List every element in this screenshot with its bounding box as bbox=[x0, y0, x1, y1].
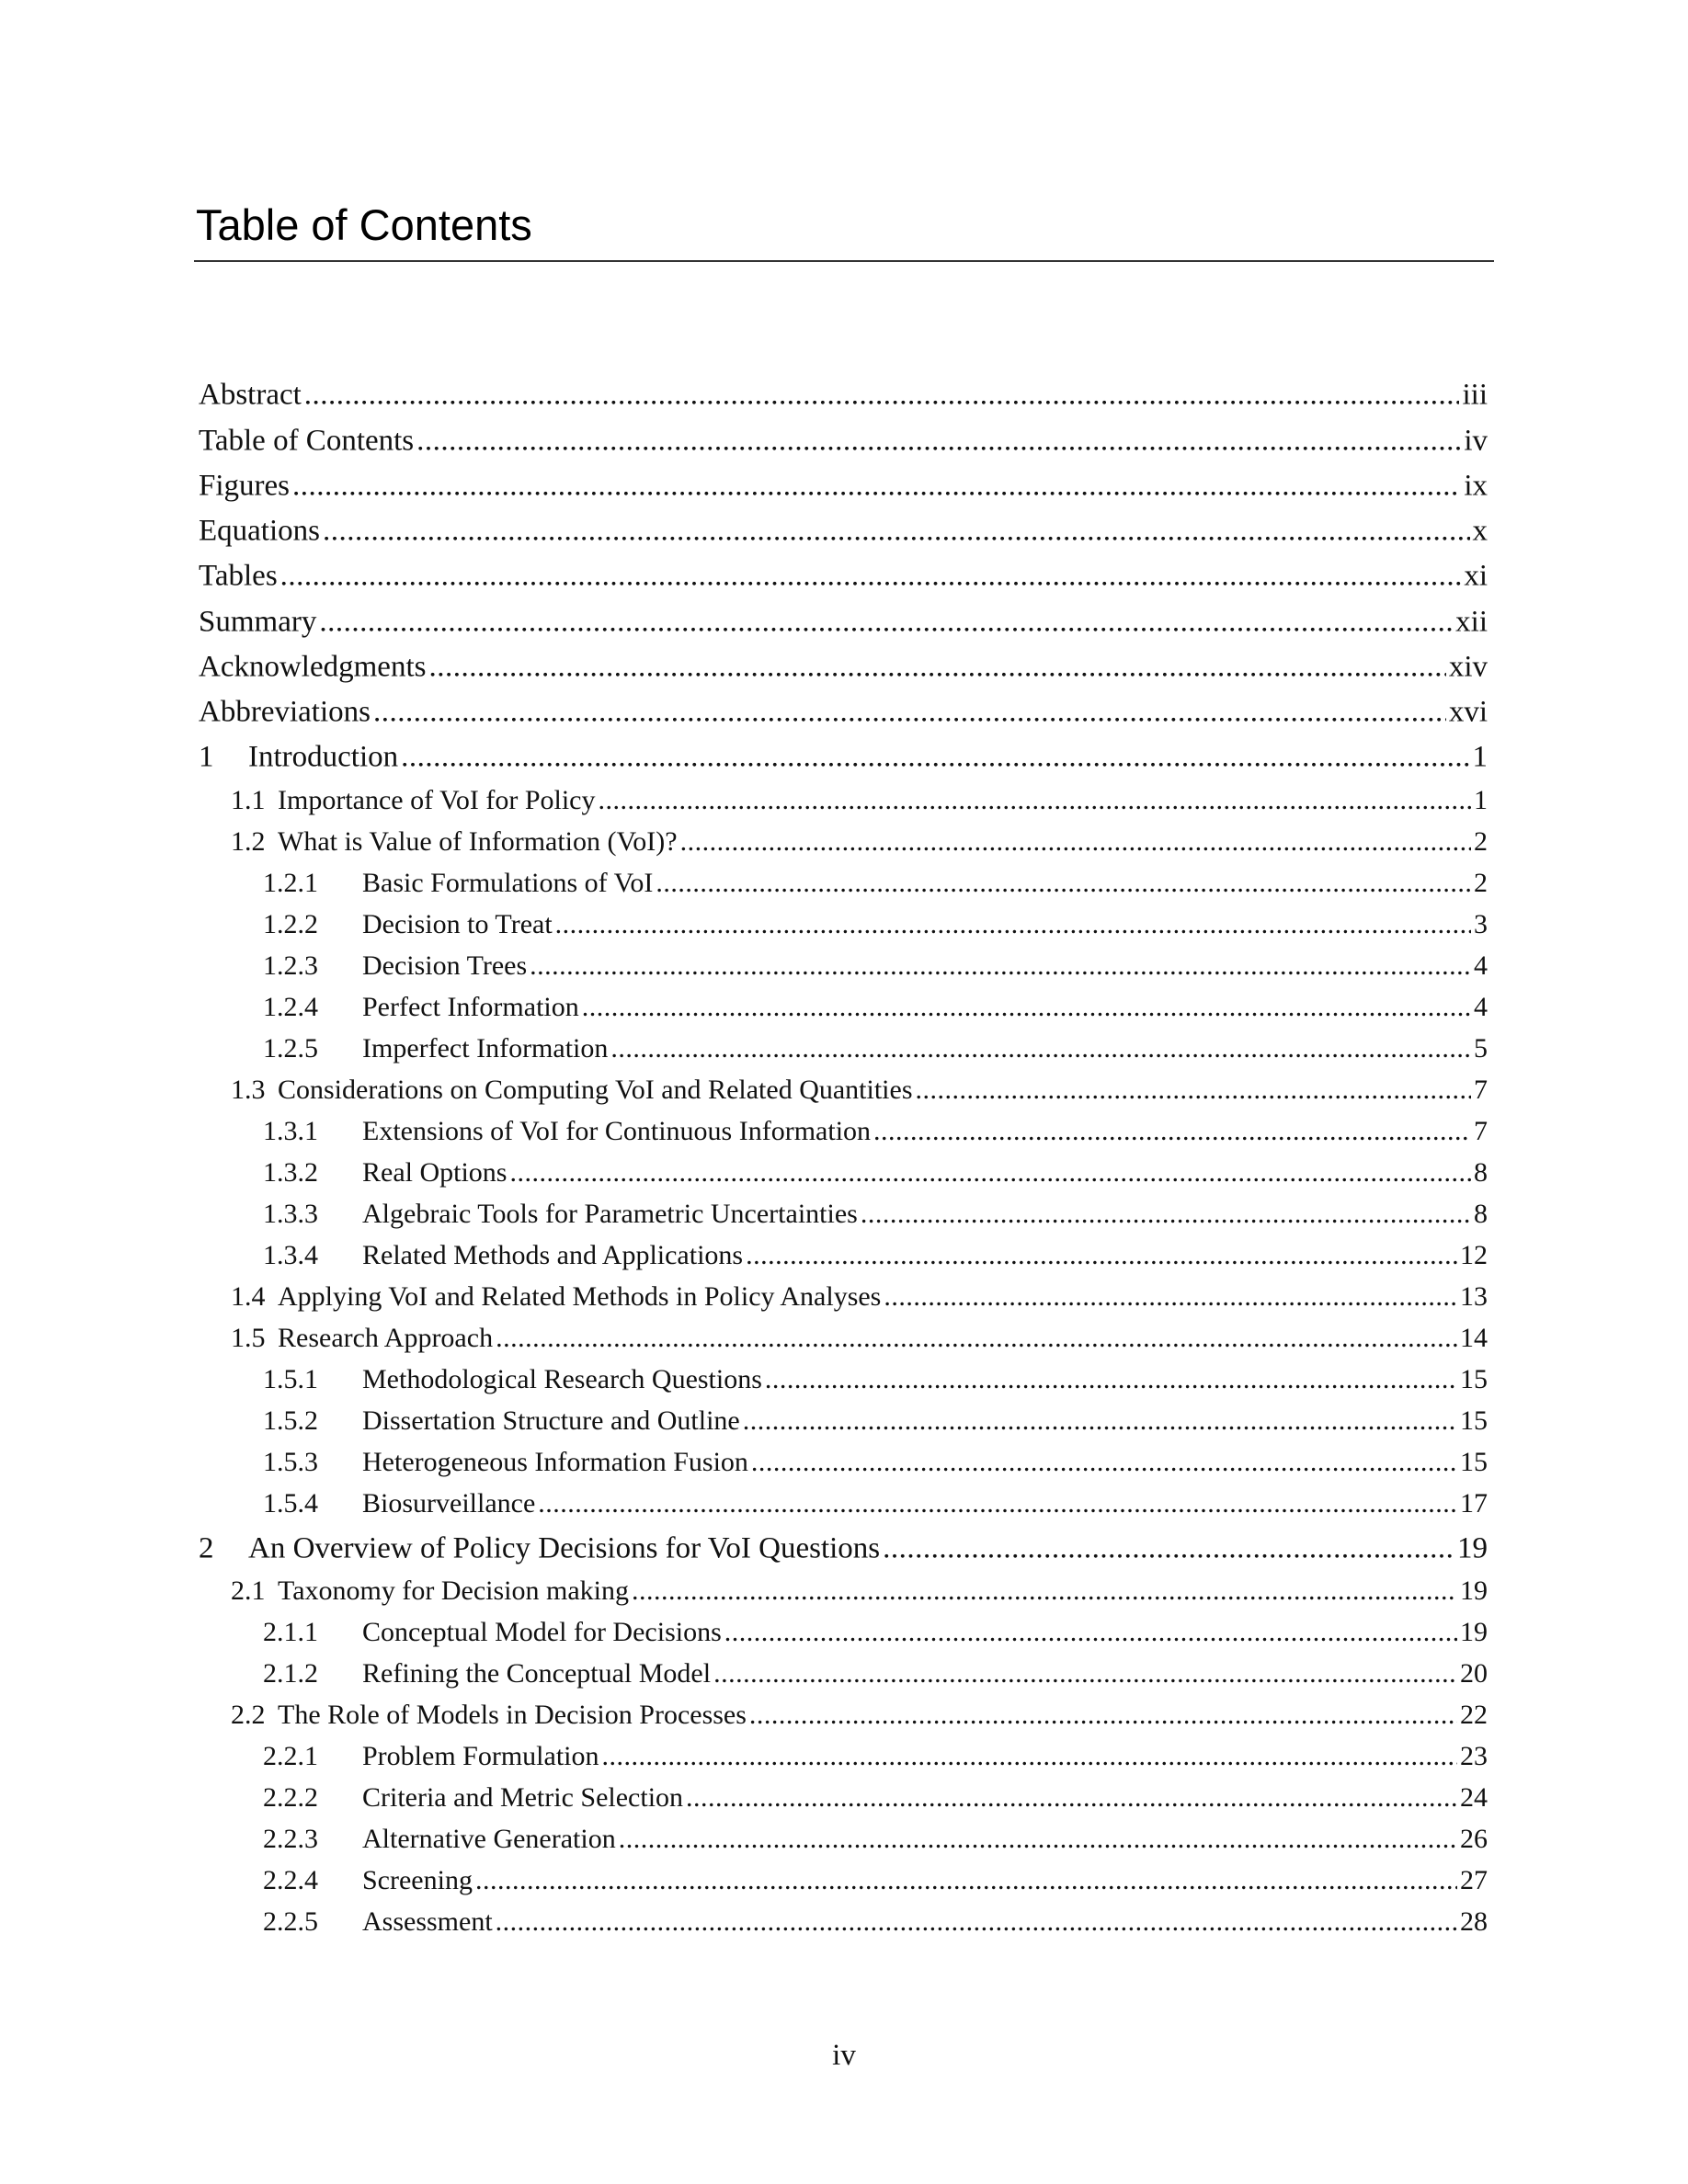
toc-entry-number: 2.2.2 bbox=[263, 1782, 318, 1813]
toc-entry-number: 1.2.4 bbox=[263, 992, 318, 1022]
toc-entry-page: 19 bbox=[1457, 1531, 1488, 1565]
toc-entry-title: Refining the Conceptual Model bbox=[362, 1658, 712, 1689]
toc-entry-page: 15 bbox=[1460, 1447, 1488, 1477]
toc-entry-page: 14 bbox=[1460, 1323, 1488, 1353]
toc-entry-number: 1.5.3 bbox=[263, 1447, 318, 1477]
toc-entry-page: 20 bbox=[1460, 1658, 1488, 1689]
toc-entry-title: Extensions of VoI for Continuous Information bbox=[362, 1116, 872, 1146]
toc-entry[interactable] bbox=[199, 950, 1488, 982]
dot-leader bbox=[861, 1199, 1471, 1230]
toc-entry[interactable] bbox=[199, 1865, 1488, 1896]
toc-entry-title: Tables bbox=[199, 559, 278, 593]
toc-entry-title: Decision to Treat bbox=[362, 909, 553, 939]
toc-entry[interactable] bbox=[199, 470, 1488, 504]
dot-leader bbox=[751, 1447, 1457, 1478]
dot-leader bbox=[416, 425, 1461, 459]
toc-entry[interactable] bbox=[199, 379, 1488, 413]
toc-entry-title: Applying VoI and Related Methods in Policy Analyses bbox=[278, 1281, 882, 1312]
toc-entry-number: 2.1.1 bbox=[263, 1617, 318, 1647]
dot-leader bbox=[680, 826, 1471, 858]
toc-entry-page: xii bbox=[1455, 605, 1488, 639]
title-underline bbox=[194, 260, 1494, 262]
toc-entry[interactable] bbox=[199, 1575, 1488, 1607]
toc-entry-title: An Overview of Policy Decisions for VoI Questions bbox=[248, 1531, 881, 1565]
toc-entry-page: 4 bbox=[1474, 992, 1488, 1022]
toc-entry-number: 1 bbox=[199, 740, 214, 774]
toc-entry-title: Acknowledgments bbox=[199, 650, 427, 684]
toc-entry-title: Algebraic Tools for Parametric Uncertainties bbox=[362, 1199, 858, 1229]
toc-entry-number: 1.3.3 bbox=[263, 1199, 318, 1229]
toc-entry-page: iii bbox=[1462, 378, 1488, 412]
toc-entry-number: 1.3 bbox=[231, 1075, 266, 1105]
toc-entry-page: 15 bbox=[1460, 1364, 1488, 1394]
page-title: Table of Contents bbox=[196, 200, 532, 249]
dot-leader bbox=[319, 606, 1453, 640]
toc-entry-number: 1.5 bbox=[231, 1323, 266, 1353]
dot-leader bbox=[304, 379, 1460, 413]
toc-entry-title: Abstract bbox=[199, 378, 302, 412]
toc-entry-number: 1.2 bbox=[231, 826, 266, 857]
toc-entry-number: 1.4 bbox=[231, 1281, 266, 1312]
toc-entry-page: 26 bbox=[1460, 1824, 1488, 1854]
toc-entry-page: 8 bbox=[1474, 1157, 1488, 1188]
toc-entry-title: Biosurveillance bbox=[362, 1488, 536, 1519]
toc-entry-title: Perfect Information bbox=[362, 992, 579, 1022]
toc-entry[interactable] bbox=[199, 1824, 1488, 1855]
toc-entry[interactable] bbox=[199, 1700, 1488, 1731]
toc-entry[interactable] bbox=[199, 1617, 1488, 1648]
toc-entry-title: Abbreviations bbox=[199, 695, 371, 729]
toc-entry[interactable] bbox=[199, 1075, 1488, 1106]
toc-entry[interactable] bbox=[199, 1906, 1488, 1938]
toc-entry[interactable] bbox=[199, 1532, 1488, 1566]
toc-entry-page: 7 bbox=[1474, 1116, 1488, 1146]
toc-entry-title: Decision Trees bbox=[362, 950, 528, 981]
dot-leader bbox=[475, 1865, 1457, 1896]
toc-entry-title: Heterogeneous Information Fusion bbox=[362, 1447, 748, 1477]
toc-entry-title: Figures bbox=[199, 469, 290, 503]
dot-leader bbox=[883, 1532, 1454, 1566]
toc-entry[interactable] bbox=[199, 909, 1488, 940]
dot-leader bbox=[749, 1700, 1457, 1731]
toc-entry[interactable] bbox=[199, 560, 1488, 594]
dot-leader bbox=[401, 741, 1469, 775]
toc-entry[interactable] bbox=[199, 1782, 1488, 1814]
dot-leader bbox=[280, 560, 1462, 594]
toc-entry-number: 2 bbox=[199, 1531, 214, 1565]
toc-entry-title: Related Methods and Applications bbox=[362, 1240, 744, 1270]
toc-entry-number: 2.2.1 bbox=[263, 1741, 318, 1771]
toc-entry[interactable] bbox=[199, 1741, 1488, 1772]
toc-entry-title: The Role of Models in Decision Processes bbox=[278, 1700, 747, 1730]
toc-entry-number: 1.1 bbox=[231, 785, 266, 815]
dot-leader bbox=[323, 515, 1470, 549]
dot-leader bbox=[496, 1906, 1457, 1938]
toc-entry[interactable] bbox=[199, 1323, 1488, 1354]
dot-leader bbox=[598, 785, 1471, 816]
dot-leader bbox=[656, 868, 1471, 899]
toc-entry[interactable] bbox=[199, 1364, 1488, 1395]
dot-leader bbox=[602, 1741, 1458, 1772]
toc-entry-title: Criteria and Metric Selection bbox=[362, 1782, 684, 1813]
dot-leader bbox=[686, 1782, 1457, 1814]
toc-entry[interactable] bbox=[199, 1658, 1488, 1689]
toc-entry[interactable] bbox=[199, 651, 1488, 685]
toc-entry[interactable] bbox=[199, 696, 1488, 730]
toc-entry-page: 3 bbox=[1474, 909, 1488, 939]
toc-entry[interactable] bbox=[199, 606, 1488, 640]
toc-entry[interactable] bbox=[199, 1199, 1488, 1230]
toc-entry[interactable] bbox=[199, 515, 1488, 549]
toc-entry-page: xiv bbox=[1448, 650, 1488, 684]
toc-entry-page: 1 bbox=[1472, 740, 1488, 774]
toc-entry-page: 2 bbox=[1474, 868, 1488, 898]
toc-entry-title: Introduction bbox=[248, 740, 399, 774]
toc-entry-page: 4 bbox=[1474, 950, 1488, 981]
toc-entry[interactable] bbox=[199, 741, 1488, 775]
dot-leader bbox=[292, 470, 1461, 504]
toc-entry[interactable] bbox=[199, 868, 1488, 899]
dot-leader bbox=[582, 992, 1471, 1023]
toc-entry-page: 19 bbox=[1460, 1575, 1488, 1606]
toc-entry[interactable] bbox=[199, 1447, 1488, 1478]
toc-entry-number: 2.1.2 bbox=[263, 1658, 318, 1689]
toc-entry-title: Real Options bbox=[362, 1157, 508, 1188]
toc-entry-page: 17 bbox=[1460, 1488, 1488, 1519]
dot-leader bbox=[746, 1240, 1457, 1271]
dot-leader bbox=[884, 1281, 1457, 1313]
dot-leader bbox=[510, 1157, 1472, 1189]
toc-entry-page: 24 bbox=[1460, 1782, 1488, 1813]
dot-leader bbox=[496, 1323, 1457, 1354]
toc-entry[interactable] bbox=[199, 1116, 1488, 1147]
dot-leader bbox=[916, 1075, 1472, 1106]
toc-entry[interactable] bbox=[199, 1488, 1488, 1519]
toc-entry-title: Conceptual Model for Decisions bbox=[362, 1617, 722, 1647]
dot-leader bbox=[610, 1033, 1471, 1064]
toc-entry-title: Taxonomy for Decision making bbox=[278, 1575, 629, 1606]
toc-entry-page: 1 bbox=[1474, 785, 1488, 815]
toc-entry-title: Screening bbox=[362, 1865, 473, 1895]
toc-entry-page: xi bbox=[1464, 559, 1488, 593]
toc-entry-page: 7 bbox=[1474, 1075, 1488, 1105]
toc-entry-number: 2.2.4 bbox=[263, 1865, 318, 1895]
toc-entry-page: xvi bbox=[1448, 695, 1488, 729]
toc-entry-page: 23 bbox=[1460, 1741, 1488, 1771]
toc-entry[interactable] bbox=[199, 1033, 1488, 1064]
dot-leader bbox=[538, 1488, 1457, 1519]
dot-leader bbox=[373, 696, 1446, 730]
toc-entry-number: 1.2.2 bbox=[263, 909, 318, 939]
toc-entry[interactable] bbox=[199, 1240, 1488, 1271]
dot-leader bbox=[743, 1405, 1457, 1437]
dot-leader bbox=[873, 1116, 1471, 1147]
toc-entry-page: 22 bbox=[1460, 1700, 1488, 1730]
dot-leader bbox=[632, 1575, 1457, 1607]
toc-entry[interactable] bbox=[199, 785, 1488, 816]
dot-leader bbox=[530, 950, 1471, 982]
toc-entry-title: Summary bbox=[199, 605, 317, 639]
toc-entry-title: Imperfect Information bbox=[362, 1033, 609, 1064]
toc-entry-number: 1.5.4 bbox=[263, 1488, 318, 1519]
dot-leader bbox=[555, 909, 1471, 940]
toc-entry[interactable] bbox=[199, 992, 1488, 1023]
toc-entry[interactable] bbox=[199, 1405, 1488, 1437]
toc-entry-title: Importance of VoI for Policy bbox=[278, 785, 596, 815]
toc-entry-page: 27 bbox=[1460, 1865, 1488, 1895]
toc-entry-title: Methodological Research Questions bbox=[362, 1364, 762, 1394]
toc-entry-number: 1.2.5 bbox=[263, 1033, 318, 1064]
toc-entry-title: Basic Formulations of VoI bbox=[362, 868, 654, 898]
dot-leader bbox=[428, 651, 1445, 685]
toc-entry-title: What is Value of Information (VoI)? bbox=[278, 826, 678, 857]
toc-entry[interactable] bbox=[199, 1281, 1488, 1313]
toc-entry-page: ix bbox=[1464, 469, 1488, 503]
toc-entry-number: 2.1 bbox=[231, 1575, 266, 1606]
toc-entry-title: Assessment bbox=[362, 1906, 493, 1937]
toc-entry-title: Dissertation Structure and Outline bbox=[362, 1405, 740, 1436]
toc-entry[interactable] bbox=[199, 1157, 1488, 1189]
toc-entry-page: 13 bbox=[1460, 1281, 1488, 1312]
toc-entry-page: 28 bbox=[1460, 1906, 1488, 1937]
toc-entry-title: Equations bbox=[199, 514, 320, 548]
toc-entry[interactable] bbox=[199, 425, 1488, 459]
dot-leader bbox=[765, 1364, 1457, 1395]
dot-leader bbox=[713, 1658, 1457, 1689]
toc-entry-number: 1.3.4 bbox=[263, 1240, 318, 1270]
toc-entry-title: Research Approach bbox=[278, 1323, 494, 1353]
toc-entry[interactable] bbox=[199, 826, 1488, 858]
toc-entry-title: Alternative Generation bbox=[362, 1824, 616, 1854]
dot-leader bbox=[619, 1824, 1457, 1855]
toc-entry-page: 15 bbox=[1460, 1405, 1488, 1436]
toc-entry-page: 8 bbox=[1474, 1199, 1488, 1229]
toc-entry-title: Problem Formulation bbox=[362, 1741, 599, 1771]
toc-entry-number: 2.2 bbox=[231, 1700, 266, 1730]
toc-entry-page: 19 bbox=[1460, 1617, 1488, 1647]
toc-entry-number: 1.3.1 bbox=[263, 1116, 318, 1146]
toc-entry-page: 12 bbox=[1460, 1240, 1488, 1270]
page-number: iv bbox=[832, 2039, 856, 2072]
dot-leader bbox=[724, 1617, 1457, 1648]
toc-entry-title: Table of Contents bbox=[199, 424, 415, 458]
toc-entry-title: Considerations on Computing VoI and Related Quantities bbox=[278, 1075, 913, 1105]
toc-entry-number: 1.5.2 bbox=[263, 1405, 318, 1436]
toc-entry-page: 2 bbox=[1474, 826, 1488, 857]
toc-entry-number: 1.2.1 bbox=[263, 868, 318, 898]
toc-entry-number: 1.5.1 bbox=[263, 1364, 318, 1394]
toc-entry-page: iv bbox=[1464, 424, 1488, 458]
toc-entry-page: 5 bbox=[1474, 1033, 1488, 1064]
toc-entry-page: x bbox=[1472, 514, 1488, 548]
toc-entry-number: 1.3.2 bbox=[263, 1157, 318, 1188]
toc-entry-number: 2.2.5 bbox=[263, 1906, 318, 1937]
toc-entry-number: 2.2.3 bbox=[263, 1824, 318, 1854]
toc-entry-number: 1.2.3 bbox=[263, 950, 318, 981]
